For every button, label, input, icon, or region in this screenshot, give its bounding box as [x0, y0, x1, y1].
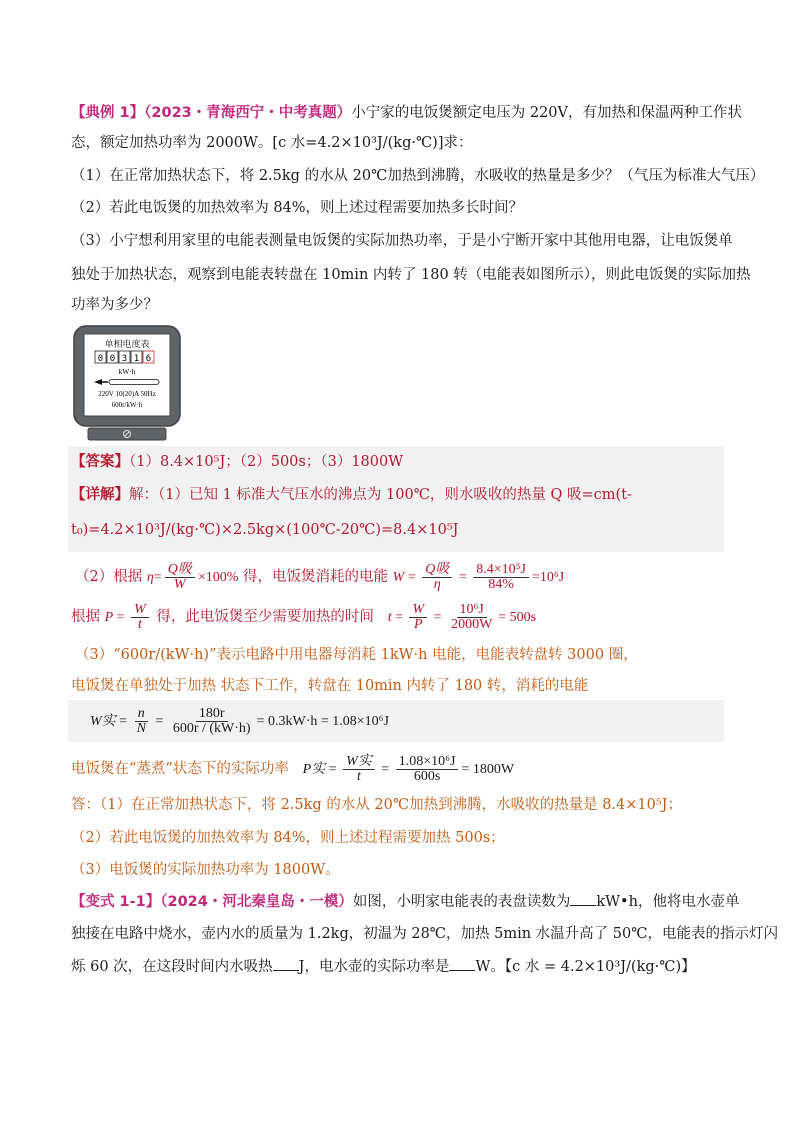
variant-line-3 [71, 956, 696, 977]
answer-blank-3[interactable] [449, 956, 475, 971]
time-fraction-2 [448, 603, 495, 632]
answer-blank-2[interactable] [273, 956, 299, 971]
variant-line-2: 独接在电路中烧水，壶内水的质量为 1.2kg，初温为 28℃，加热 5min 水温升高了 50℃，电能表的指示灯闪 [71, 926, 778, 942]
frac-den: W [173, 576, 186, 592]
answer-tag: 【答案】 [71, 453, 129, 470]
step-2-mid: 得，电饭煲消耗的电能 [243, 569, 388, 585]
eq-sign: = [153, 570, 162, 585]
variant-text-c: 烁 60 次，在这段时间内水吸热 [71, 959, 273, 975]
answer-text: （1）8.4×10⁵J；（2）500s；（3）1800W [129, 454, 404, 470]
revolution-fraction [134, 707, 149, 736]
example-text: 小宁家的电饭煲额定电压为 220V，有加热和保温两种工作状 [351, 105, 743, 121]
step-2-line: （2）根据 η= $\frac{\text{Q吸}}{W}$ ×100% 得，电饭煲消耗的电能 W = $\frac{\text{Q吸}}{\eta}$ = $\frac{\text{8.4×10⁵J}}{84\%}$ =10⁶J [75, 561, 565, 592]
frac-num: 10⁶J [457, 603, 487, 618]
question-1: （1）在正常加热状态下，将 2.5kg 的水从 20℃加热到沸腾，水吸收的热量是多少？（气压为标准大气压） [71, 168, 765, 184]
energy-formula-result: = 0.3kW·h = 1.08×10⁶J [256, 714, 389, 729]
energy-result: =10⁶J [531, 570, 565, 585]
meter-title: 单相电度表 [104, 340, 150, 350]
frac-num: 1.08×10⁶J [396, 755, 459, 770]
frac-den: N [136, 720, 146, 736]
p-actual-symbol: P实 [302, 762, 326, 777]
detail-line-1 [71, 485, 632, 505]
frac-num: W [409, 603, 427, 618]
w-actual-symbol: W实 [90, 714, 116, 729]
w-symbol: W [392, 570, 405, 585]
meter-drawing [72, 324, 182, 444]
electric-meter-figure [72, 324, 182, 444]
variant-text-e: W。【c 水 = 4.2×10³J/(kg·℃)】 [475, 959, 696, 975]
meter-unit: kW·h [118, 367, 136, 376]
meter-digit-3: 3 [121, 354, 128, 364]
energy-fraction-1 [422, 563, 452, 592]
time-fraction-1 [409, 603, 427, 632]
example-1-line-1 [71, 103, 742, 123]
energy-fraction-2 [473, 563, 529, 592]
step-4-line-2: 电饭煲在单独处于加热 状态下工作，转盘在 10min 内转了 180 转，消耗的电能 [71, 678, 589, 694]
example-1-line-2: 态，额定加热功率为 2000W。[c 水=4.2×10³J/(kg·℃)]求： [71, 135, 473, 151]
meter-digit-4: 1 [133, 354, 140, 364]
meter-digit-5: 6 [145, 354, 152, 364]
variant-text-a: 如图，小明家电能表的表盘读数为 [352, 894, 571, 910]
final-answer-3: （3）电饭煲的实际加热功率为 1800W。 [71, 862, 340, 878]
meter-digits [95, 351, 154, 364]
detail-tag: 【详解】 [71, 486, 129, 503]
step-3-line: 根据 P = $\frac{W}{t}$ 得，此电饭煲至少需要加热的时间 t = $\frac{W}{P}$ = $\frac{\text{10⁶J}}{2000W}$ = 500s [71, 601, 537, 632]
step-3-prefix: 根据 [71, 609, 100, 625]
step-2-prefix: （2）根据 [75, 569, 143, 585]
frac-den: 600r / (kW·h) [172, 720, 251, 736]
efficiency-fraction [165, 563, 195, 592]
question-3-line-3: 功率为多少？ [71, 297, 158, 313]
power-result: = 1800W [461, 762, 515, 777]
variant-tag: 【变式 1-1】（2024・河北秦皇岛・一模） [71, 894, 353, 910]
meter-digit-1: 0 [97, 354, 104, 364]
step-3-mid: 得，此电饭煲至少需要加热的时间 [156, 609, 374, 625]
meter-rating: 220V 10(20)A 50Hz [98, 390, 156, 398]
answer-line [71, 452, 403, 472]
final-answer-2: （2）若此电饭煲的加热效率为 84%，则上述过程需要加热 500s； [71, 830, 505, 846]
frac-num: Q吸 [422, 563, 452, 578]
power-fraction [131, 603, 149, 632]
percent-text: ×100% [197, 570, 239, 585]
frac-num: 180r [196, 707, 228, 722]
power-formula-fraction [343, 755, 375, 784]
question-3-line-2: 独处于加热状态，观察到电能表转盘在 10min 内转了 180 转（电能表如图所示），则此电饭煲的实际加热 [71, 267, 751, 283]
example-tag: 【典例 1】（2023・青海西宁・中考真题） [71, 105, 352, 121]
variant-text-b: kW•h，他将电水壶单 [596, 894, 740, 910]
detail-text-1: 解：（1）已知 1 标准大气压水的沸点为 100℃，则水吸收的热量 Q 吸=cm(t- [129, 487, 632, 503]
step-4-line-1: （3）“600r/(kW·h)”表示电路中用电器每消耗 1kW·h 电能，电能表转盘转 3000 圈， [75, 647, 638, 663]
power-value-fraction [396, 755, 459, 784]
frac-den: 84% [488, 576, 514, 592]
meter-digit-2: 0 [109, 354, 116, 364]
revolution-value-fraction [170, 707, 254, 736]
variant-text-d: J，电水壶的实际功率是 [298, 959, 450, 975]
frac-num: 8.4×10⁵J [473, 563, 529, 578]
frac-den: P [414, 616, 423, 632]
frac-num: W [131, 603, 149, 618]
p-symbol: P [104, 610, 114, 625]
frac-num: W实 [343, 755, 375, 770]
question-3-line-1: （3）小宁想利用家里的电能表测量电饭煲的实际加热功率，于是小宁断开家中其他用电器，让电饭煲单 [71, 233, 733, 249]
frac-den: 2000W [451, 616, 493, 632]
eta-symbol: η [146, 570, 154, 585]
frac-den: t [357, 768, 361, 784]
frac-den: η [433, 576, 441, 592]
frac-den: t [137, 616, 142, 632]
time-result: = 500s [498, 610, 537, 625]
meter-constant: 600r/kW·h [111, 401, 143, 409]
frac-den: 600s [413, 768, 441, 784]
variant-line-1 [71, 891, 739, 912]
energy-formula: W实 = $\frac{n}{N}$ = $\frac{180r}{600r / (kW\cdot h)}$ = 0.3kW·h = 1.08×10⁶J [90, 705, 389, 736]
final-answer-1: 答：（1）在正常加热状态下，将 2.5kg 的水从 20℃加热到沸腾，水吸收的热量是 8.4×10⁵J； [71, 797, 682, 813]
power-line: 电饭煲在“蒸煮”状态下的实际功率 P实 = $\frac{\text{W实}}{t}$ = $\frac{\text{1.08×10⁶J}}{600s}$ = 1800W [71, 753, 515, 784]
frac-num: n [135, 707, 148, 722]
frac-num: Q吸 [165, 563, 195, 578]
detail-line-2: t₀)=4.2×10³J/(kg·℃)×2.5kg×(100℃-20℃)=8.4×10⁵J [71, 522, 459, 538]
power-prefix: 电饭煲在“蒸煮”状态下的实际功率 [71, 761, 289, 777]
question-2: （2）若此电饭煲的加热效率为 84%，则上述过程需要加热多长时间？ [71, 200, 524, 216]
t-symbol: t [387, 610, 392, 625]
answer-blank-1[interactable] [570, 891, 596, 906]
